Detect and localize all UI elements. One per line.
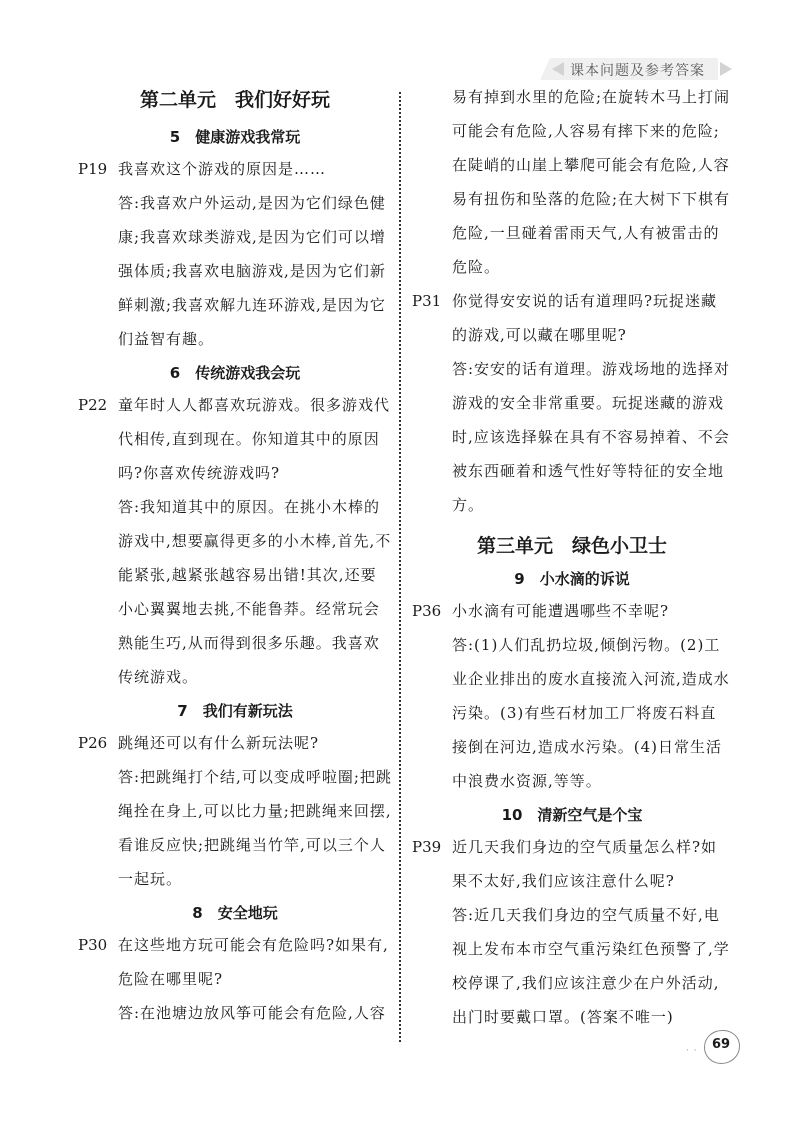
question-row <box>412 594 732 628</box>
question-text: 童年时人人都喜欢玩游戏。很多游戏代代相传,直到现在。你知道其中的原因吗?你喜欢传统游戏吗? <box>118 396 391 482</box>
section-header <box>540 56 732 82</box>
answer-text: 答:在池塘边放风筝可能会有危险,人容 <box>118 1004 386 1022</box>
answer-text: 答:(1)人们乱扔垃圾,倾倒污物。(2)工业企业排出的废水直接流入河流,造成水污染。(3)有些石材加工厂将废石料直接倒在河边,造成水污染。(4)日常生活中浪费水资源,等等。 <box>452 636 730 790</box>
question-row <box>412 284 732 352</box>
question-row <box>78 726 392 760</box>
question-row <box>412 830 732 898</box>
question-text: 跳绳还可以有什么新玩法呢? <box>118 734 320 752</box>
column-divider <box>399 92 401 1042</box>
answer-text: 答:我喜欢户外运动,是因为它们绿色健康;我喜欢球类游戏,是因为它们可以增强体质;我喜欢电脑游戏,是因为它们新鲜刺激;我喜欢解九连环游戏,是因为它们益智有趣。 <box>118 194 386 348</box>
question-text: 你觉得安安说的话有道理吗?玩捉迷藏的游戏,可以藏在哪里呢? <box>452 292 718 344</box>
page-ref: P19 <box>78 160 108 178</box>
lesson-title: 7 我们有新玩法 <box>177 702 293 720</box>
question-row <box>78 928 392 996</box>
lesson-title: 6 传统游戏我会玩 <box>169 364 301 382</box>
lesson-title: 9 小水滴的诉说 <box>514 570 630 588</box>
page-number-badge <box>686 1028 740 1064</box>
page-ref: P39 <box>412 838 442 856</box>
lesson-title: 8 安全地玩 <box>192 904 278 922</box>
page-number: 69 <box>711 1037 731 1052</box>
question-text: 在这些地方玩可能会有危险吗?如果有,危险在哪里呢? <box>118 936 389 988</box>
page-ref: P30 <box>78 936 108 954</box>
answer-text: 答:近几天我们身边的空气质量不好,电视上发布本市空气重污染红色预警了,学校停课了,我们应该注意少在户外活动,出门时要戴口罩。(答案不唯一) <box>452 906 730 1026</box>
question-row <box>78 152 392 186</box>
question-text: 小水滴有可能遭遇哪些不幸呢? <box>452 602 670 620</box>
decorative-dots-icon: · · <box>686 1046 698 1056</box>
right-column <box>412 86 732 1034</box>
unit-title: 第三单元 绿色小卫士 <box>476 535 667 557</box>
page-ref: P36 <box>412 602 442 620</box>
question-text: 我喜欢这个游戏的原因是…… <box>118 160 327 178</box>
continued-answer-text: 易有掉到水里的危险;在旋转木马上打闹可能会有危险,人容易有摔下来的危险;在陡峭的山崖上攀爬可能会有危险,人容易有扭伤和坠落的危险;在大树下下棋有危险,一旦碰着雷雨天气,人有被雷击的危险。 <box>452 88 731 276</box>
header-triangle-right-icon <box>720 62 732 76</box>
left-column <box>78 86 392 1030</box>
header-title: 课本问题及参考答案 <box>570 63 705 79</box>
header-triangle-left-icon <box>552 62 564 76</box>
lesson-title: 10 清新空气是个宝 <box>501 806 643 824</box>
page-ref: P26 <box>78 734 108 752</box>
question-row <box>78 388 392 490</box>
page-ref: P22 <box>78 396 108 414</box>
answer-text: 答:安安的话有道理。游戏场地的选择对游戏的安全非常重要。玩捉迷藏的游戏时,应该选择躲在具有不容易掉着、不会被东西砸着和透气性好等特征的安全地方。 <box>452 360 731 514</box>
question-text: 近几天我们身边的空气质量怎么样?如果不太好,我们应该注意什么呢? <box>452 838 718 890</box>
lesson-title: 5 健康游戏我常玩 <box>169 128 301 146</box>
answer-text: 答:我知道其中的原因。在挑小木棒的游戏中,想要赢得更多的小木棒,首先,不能紧张,越紧张越容易出错!其次,还要小心翼翼地去挑,不能鲁莽。经常玩会熟能生巧,从而得到很多乐趣。我喜欢传统游戏。 <box>118 498 392 686</box>
answer-text: 答:把跳绳打个结,可以变成呼啦圈;把跳绳拴在身上,可以比力量;把跳绳来回摆,看谁反应快;把跳绳当竹竿,可以三个人一起玩。 <box>118 768 392 888</box>
unit-title: 第二单元 我们好好玩 <box>139 89 330 111</box>
page-ref: P31 <box>412 292 442 310</box>
